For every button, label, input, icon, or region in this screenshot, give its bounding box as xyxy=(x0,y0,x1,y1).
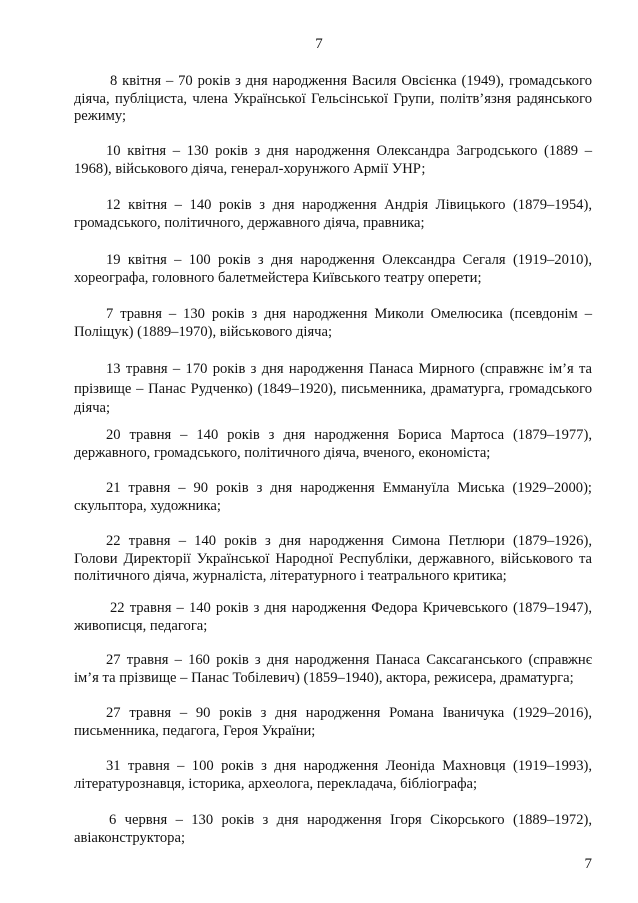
page-number-top: 7 xyxy=(315,36,323,52)
page-number-bottom: 7 xyxy=(584,856,592,872)
entry-andrii-livytskyi: 12 квітня – 140 років з дня народження Андрія Лівицького (1879–1954), громадського, політичного, державного діяча, правника; xyxy=(74,197,592,231)
entry-symon-petliura: 22 травня – 140 років з дня народження Симона Петлюри (1879–1926), Голови Директорії Української Народної Республіки, державного, військового та політичного діяча, журналіста, літературного і театрального критика; xyxy=(74,533,592,585)
entry-panas-saksahanskyi: 27 травня – 160 років з дня народження Панаса Саксаганського (справжнє ім’я та прізвище – Панас Тобілевич) (1859–1940), актора, режисера, драматурга; xyxy=(74,652,592,686)
entry-ihor-sikorskyi: 6 червня – 130 років з дня народження Ігоря Сікорського (1889–1972), авіаконструктора; xyxy=(74,812,592,846)
entry-roman-ivanychuk: 27 травня – 90 років з дня народження Романа Іваничука (1929–2016), письменника, педагога, Героя України; xyxy=(74,705,592,739)
entry-fedir-krychevskyi: 22 травня – 140 років з дня народження Федора Кричевського (1879–1947), живописця, педагога; xyxy=(74,600,592,634)
entry-oleksandr-sehal: 19 квітня – 100 років з дня народження Олександра Сегаля (1919–2010), хореографа, головного балетмейстера Київського театру оперети; xyxy=(74,252,592,286)
entry-emmanuil-mysko: 21 травня – 90 років з дня народження Еммануїла Миська (1929–2000); скульптора, художника; xyxy=(74,480,592,514)
entry-borys-martos: 20 травня – 140 років з дня народження Бориса Мартоса (1879–1977), державного, громадського, політичного діяча, вченого, економіста; xyxy=(74,427,592,461)
entry-panas-myrnyi: 13 травня – 170 років з дня народження Панаса Мирного (справжнє ім’я та прізвище – Панас Рудченко) (1849–1920), письменника, драматурга, громадського діяча; xyxy=(74,361,592,416)
entry-vasyl-ovsiienko: 8 квітня – 70 років з дня народження Василя Овсієнка (1949), громадського діяча, публіциста, члена Української Гельсінської Групи, політв’язня радянського режиму; xyxy=(74,73,592,125)
entry-mykola-omeliusyk: 7 травня – 130 років з дня народження Миколи Омелюсика (псевдонім – Поліщук) (1889–1970), військового діяча; xyxy=(74,306,592,340)
entry-oleksandr-zahrodskyi: 10 квітня – 130 років з дня народження Олександра Загродського (1889 – 1968), військового діяча, генерал-хорунжого Армії УНР; xyxy=(74,143,592,177)
entry-leonid-makhnovets: 31 травня – 100 років з дня народження Леоніда Махновця (1919–1993), літературознавця, історика, археолога, перекладача, бібліографа; xyxy=(74,758,592,792)
